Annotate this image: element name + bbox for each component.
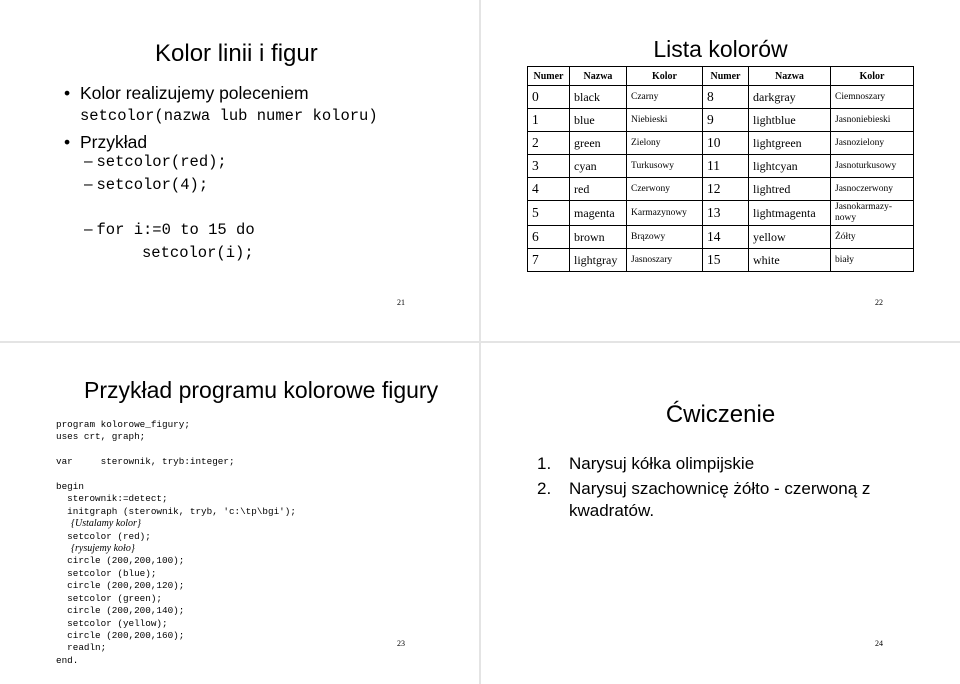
code-line: setcolor (blue); (56, 567, 157, 579)
color-number-cell: 5 (528, 201, 570, 226)
color-number-cell: 4 (528, 178, 570, 201)
code-line: circle (200,200,120); (56, 580, 185, 592)
code-text: setcolor(nazwa lub numer koloru) (80, 107, 378, 125)
color-number-cell: 9 (703, 109, 749, 132)
code-line: setcolor (green); (56, 592, 163, 604)
color-number-cell: 3 (528, 155, 570, 178)
color-number-cell: 6 (528, 226, 570, 249)
color-name-cell: lightcyan (749, 155, 831, 178)
item-text: Narysuj kółka olimpijskie (569, 454, 755, 473)
table-header-row (528, 67, 914, 86)
exercise-list (537, 453, 877, 522)
color-number-cell: 11 (703, 155, 749, 178)
slide-24 (481, 343, 960, 684)
color-name-cell: cyan (570, 155, 627, 178)
table-row (528, 249, 914, 272)
color-name-cell: lightgray (570, 249, 627, 272)
bullet-text: • Kolor realizujemy poleceniem (80, 83, 309, 103)
table-row (528, 86, 914, 109)
code-line: circle (200,200,100); (56, 555, 185, 567)
polish-name-cell: Karmazynowy (627, 201, 703, 226)
polish-name-cell: Niebieski (627, 109, 703, 132)
polish-name-cell: Ciemnoszary (831, 86, 914, 109)
color-name-cell: lightred (749, 178, 831, 201)
item-number: 2. (537, 479, 552, 498)
slide-title: Przykład programu kolorowe figury (84, 377, 439, 403)
slide-title: Ćwiczenie (665, 401, 776, 428)
page-number: 21 (397, 298, 405, 307)
color-name-cell: white (749, 249, 831, 272)
code-line: readln; (56, 642, 107, 654)
polish-name-cell: Jasnokarmazy-nowy (831, 201, 914, 226)
polish-name-cell: Czerwony (627, 178, 703, 201)
bullet-list (64, 82, 378, 154)
code-line: end. (56, 654, 79, 666)
page-number: 22 (875, 298, 883, 307)
dash-marker: – (84, 153, 93, 170)
color-name-cell: red (570, 178, 627, 201)
table-row (528, 201, 914, 226)
table-row (528, 226, 914, 249)
code-line: sterownik:=detect; (56, 493, 168, 505)
color-number-cell: 12 (703, 178, 749, 201)
polish-name-cell: Jasnoniebieski (831, 109, 914, 132)
code-line: circle (200,200,160); (56, 629, 185, 641)
color-name-cell: lightblue (749, 109, 831, 132)
code-line: setcolor (yellow); (56, 617, 168, 629)
exercise-item (537, 478, 877, 522)
column-header: Nazwa (570, 67, 627, 86)
code-line: uses crt, graph; (56, 431, 146, 443)
slide-title: Kolor linii i figur (155, 40, 318, 67)
code-line: var sterownik, tryb:integer; (56, 456, 235, 468)
code-line: {rysujemy koło} (56, 543, 135, 555)
code-text: setcolor(i); (142, 244, 254, 262)
page-number: 24 (875, 639, 883, 648)
polish-name-cell: Jasnoturkusowy (831, 155, 914, 178)
dash-marker: – (84, 176, 93, 193)
code-text: for i:=0 to 15 do (96, 221, 255, 239)
code-text: setcolor(red); (96, 153, 227, 171)
polish-name-cell: biały (831, 249, 914, 272)
polish-name-cell: Jasnoszary (627, 249, 703, 272)
slide-21 (0, 0, 479, 341)
code-line: circle (200,200,140); (56, 605, 185, 617)
color-name-cell: green (570, 132, 627, 155)
polish-name-cell: Jasnoczerwony (831, 178, 914, 201)
bullet-text: • Przykład (80, 132, 148, 152)
code-line: program kolorowe_figury; (56, 419, 190, 430)
column-header: Nazwa (749, 67, 831, 86)
color-name-cell: darkgray (749, 86, 831, 109)
code-line: initgraph (sterownik, tryb, 'c:\tp\bgi'); (56, 505, 296, 517)
polish-name-cell: Brązowy (627, 226, 703, 249)
polish-name-cell: Żółty (831, 226, 914, 249)
column-header: Kolor (627, 67, 703, 86)
color-number-cell: 0 (528, 86, 570, 109)
item-number: 1. (537, 454, 552, 473)
column-header: Kolor (831, 67, 914, 86)
code-line: begin (56, 481, 84, 493)
slide-title: Lista kolorów (653, 36, 788, 62)
polish-name-cell: Czarny (627, 86, 703, 109)
code-listing (56, 419, 296, 667)
item-text: Narysuj szachownicę żółto - czerwoną z kwadratów. (569, 479, 871, 520)
table-row (528, 155, 914, 178)
column-header: Numer (703, 67, 749, 86)
column-header: Numer (528, 67, 570, 86)
color-name-cell: lightmagenta (749, 201, 831, 226)
color-name-cell: brown (570, 226, 627, 249)
color-name-cell: lightgreen (749, 132, 831, 155)
color-number-cell: 13 (703, 201, 749, 226)
bullet-item (64, 82, 378, 128)
color-name-cell: blue (570, 109, 627, 132)
code-line: {Ustalamy kolor} (56, 518, 141, 530)
color-name-cell: magenta (570, 201, 627, 226)
color-number-cell: 8 (703, 86, 749, 109)
polish-name-cell: Turkusowy (627, 155, 703, 178)
color-number-cell: 2 (528, 132, 570, 155)
polish-name-cell: Zielony (627, 132, 703, 155)
exercise-item (537, 453, 877, 475)
slide-23 (0, 343, 479, 684)
sub-item (84, 176, 208, 194)
dash-marker: – (84, 221, 93, 238)
table-row (528, 178, 914, 201)
page-number: 23 (397, 639, 405, 648)
color-table (527, 66, 914, 272)
color-name-cell: yellow (749, 226, 831, 249)
table-row (528, 132, 914, 155)
color-number-cell: 14 (703, 226, 749, 249)
bullet-item (64, 131, 378, 154)
code-text: setcolor(4); (96, 176, 209, 194)
sub-item (84, 153, 227, 171)
color-name-cell: black (570, 86, 627, 109)
color-number-cell: 10 (703, 132, 749, 155)
color-number-cell: 15 (703, 249, 749, 272)
polish-name-cell: Jasnozielony (831, 132, 914, 155)
sub-item (84, 221, 255, 239)
table-row (528, 109, 914, 132)
code-line: setcolor (red); (56, 530, 151, 542)
color-number-cell: 1 (528, 109, 570, 132)
slide-22 (481, 0, 960, 341)
color-number-cell: 7 (528, 249, 570, 272)
